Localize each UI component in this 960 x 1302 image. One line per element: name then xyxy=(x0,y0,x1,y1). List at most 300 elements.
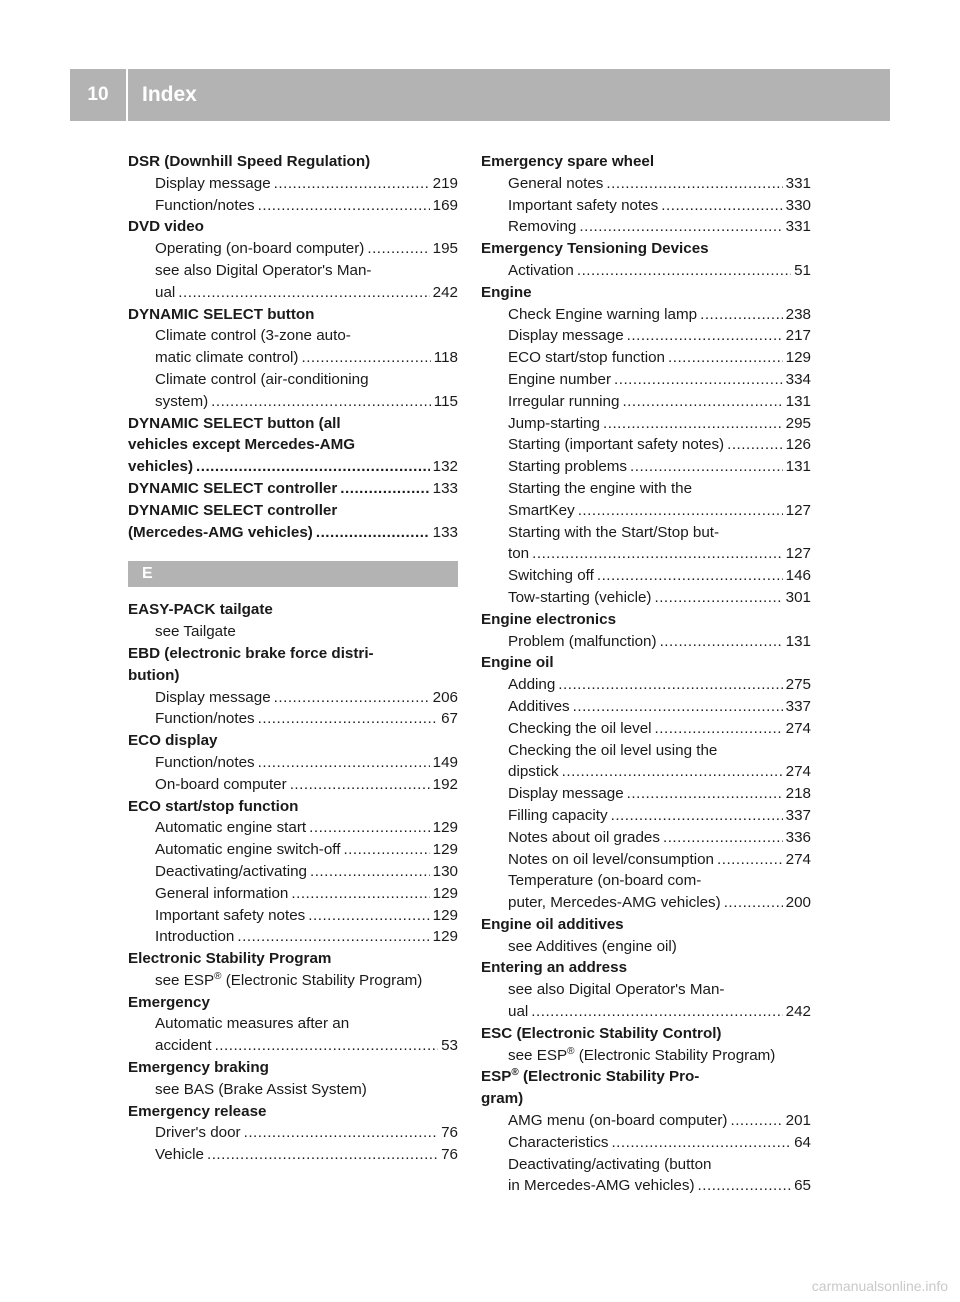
page-reference[interactable]: 331 xyxy=(785,174,811,192)
entry-text xyxy=(155,926,234,948)
index-entry-heading xyxy=(128,216,458,238)
dot-leader xyxy=(578,500,783,522)
entry-text xyxy=(508,1175,695,1197)
page-reference[interactable]: 206 xyxy=(432,688,458,706)
entry-label: Display message xyxy=(508,785,624,803)
entry-text xyxy=(155,1122,241,1144)
dot-leader xyxy=(258,708,438,730)
entry-label: system) xyxy=(155,392,209,410)
page-header xyxy=(70,69,890,121)
entry-text xyxy=(481,153,654,170)
dot-leader xyxy=(258,752,430,774)
index-subentry xyxy=(128,1122,458,1144)
dot-leader xyxy=(730,1110,782,1132)
index-subentry xyxy=(128,970,458,992)
entry-text xyxy=(481,1090,523,1107)
page-reference[interactable]: 127 xyxy=(785,545,811,563)
page-reference[interactable]: 200 xyxy=(785,894,811,912)
dot-leader xyxy=(668,347,783,369)
page-reference[interactable]: 274 xyxy=(785,763,811,781)
dot-leader xyxy=(367,238,429,260)
page-reference[interactable]: 129 xyxy=(785,349,811,367)
header-divider xyxy=(126,69,128,121)
registered-mark: ® xyxy=(511,1067,519,1079)
dot-leader xyxy=(178,282,429,304)
index-subentry xyxy=(481,216,811,238)
entry-text xyxy=(128,502,337,519)
entry-text xyxy=(481,916,624,933)
entry-text xyxy=(508,742,717,759)
index-subentry xyxy=(481,1154,811,1176)
dot-leader xyxy=(343,839,429,861)
entry-text xyxy=(508,1047,775,1064)
entry-label: Check Engine warning lamp xyxy=(508,305,698,323)
dot-leader xyxy=(661,195,782,217)
page-reference[interactable]: 130 xyxy=(432,862,458,880)
entry-text xyxy=(481,1025,722,1042)
dot-leader xyxy=(531,1001,782,1023)
entry-text xyxy=(155,262,371,279)
page-reference[interactable]: 146 xyxy=(785,567,811,585)
entry-label: On-board computer xyxy=(155,775,287,793)
entry-text xyxy=(481,654,554,671)
page-reference[interactable]: 330 xyxy=(785,196,811,214)
dot-leader xyxy=(558,674,782,696)
entry-text xyxy=(128,306,314,323)
page-reference[interactable]: 131 xyxy=(785,392,811,410)
dot-leader xyxy=(655,718,783,740)
dot-leader xyxy=(310,861,430,883)
dot-leader xyxy=(215,1035,439,1057)
entry-text xyxy=(128,478,337,500)
index-entry-heading xyxy=(481,652,811,674)
dot-leader xyxy=(196,456,430,478)
entry-text xyxy=(128,153,370,170)
dot-leader xyxy=(597,565,783,587)
entry-label: DYNAMIC SELECT button xyxy=(128,305,315,323)
entry-text xyxy=(128,456,193,478)
page-reference[interactable]: 53 xyxy=(441,1037,458,1055)
dot-leader xyxy=(630,456,783,478)
page-reference[interactable]: 337 xyxy=(785,697,811,715)
dot-leader xyxy=(724,892,783,914)
entry-text xyxy=(508,1156,711,1173)
index-subentry xyxy=(481,500,811,522)
entry-text xyxy=(508,173,603,195)
page-reference[interactable]: 274 xyxy=(785,850,811,868)
entry-label: Starting the engine with the xyxy=(508,479,693,497)
entry-label: matic climate control) xyxy=(155,349,299,367)
entry-label: see BAS (Brake Assist System) xyxy=(155,1080,367,1098)
registered-mark: ® xyxy=(567,1045,575,1057)
index-column-left xyxy=(128,151,458,1166)
index-subentry xyxy=(128,839,458,861)
index-entry-heading xyxy=(481,1088,811,1110)
page-reference[interactable]: 149 xyxy=(432,753,458,771)
dot-leader xyxy=(207,1144,438,1166)
dot-leader xyxy=(611,805,783,827)
entry-label: Introduction xyxy=(155,928,235,946)
entry-label: Emergency spare wheel xyxy=(481,153,655,170)
entry-text xyxy=(508,805,608,827)
index-entry-heading xyxy=(128,434,458,456)
entry-label: Engine xyxy=(481,283,532,301)
index-subentry xyxy=(128,238,458,260)
page-reference[interactable]: 218 xyxy=(785,785,811,803)
page-reference[interactable]: 118 xyxy=(433,349,458,367)
index-entry-heading xyxy=(481,151,811,173)
entry-label: Engine oil additives xyxy=(481,915,624,933)
entry-text xyxy=(508,260,574,282)
entry-text xyxy=(128,436,355,453)
entry-label: Display message xyxy=(155,688,271,706)
entry-label: Switching off xyxy=(508,567,594,585)
entry-text xyxy=(508,783,624,805)
dot-leader xyxy=(603,413,783,435)
dot-leader xyxy=(698,1175,792,1197)
entry-label: Entering an address xyxy=(481,959,628,977)
index-entry-heading xyxy=(128,796,458,818)
index-subentry xyxy=(128,391,458,413)
page-reference[interactable]: 131 xyxy=(785,458,811,476)
page-reference[interactable]: 337 xyxy=(785,806,811,824)
index-entry-heading xyxy=(481,609,811,631)
entry-label: ual xyxy=(508,1003,529,1021)
index-subentry xyxy=(481,587,811,609)
entry-label: Automatic measures after an xyxy=(155,1015,350,1033)
page-reference[interactable]: 76 xyxy=(441,1146,458,1164)
dot-leader xyxy=(258,195,430,217)
entry-label: puter, Mercedes-AMG vehicles) xyxy=(508,894,721,912)
entry-label: Emergency braking xyxy=(128,1059,269,1077)
page-reference[interactable]: 133 xyxy=(432,523,458,541)
entry-text xyxy=(155,1015,349,1032)
registered-mark: ® xyxy=(214,970,222,982)
page-reference[interactable]: 129 xyxy=(432,884,458,902)
entry-label: Function/notes xyxy=(155,710,255,728)
entry-label: Important safety notes xyxy=(508,196,659,214)
index-entry-heading xyxy=(128,992,458,1014)
page-reference[interactable]: 131 xyxy=(785,632,811,650)
entry-text xyxy=(155,391,208,413)
entry-label: see also Digital Operator's Man- xyxy=(508,981,725,999)
entry-label: see ESP xyxy=(508,1046,568,1064)
entry-text xyxy=(508,500,575,522)
entry-text xyxy=(155,817,306,839)
index-subentry xyxy=(128,195,458,217)
dot-leader xyxy=(606,173,782,195)
index-subentry xyxy=(481,1110,811,1132)
entry-text xyxy=(128,522,313,544)
entry-label: General information xyxy=(155,884,289,902)
entry-label: Function/notes xyxy=(155,753,255,771)
dot-leader xyxy=(663,827,783,849)
page-reference[interactable]: 331 xyxy=(785,218,811,236)
page-reference[interactable]: 195 xyxy=(432,240,458,258)
entry-text xyxy=(508,938,677,955)
page-reference[interactable]: 129 xyxy=(432,819,458,837)
page-reference[interactable]: 126 xyxy=(785,436,811,454)
dot-leader xyxy=(717,849,783,871)
entry-text xyxy=(155,1144,204,1166)
page-reference[interactable]: 219 xyxy=(432,174,458,192)
entry-label: Driver's door xyxy=(155,1124,241,1142)
index-subentry xyxy=(481,1045,811,1067)
page-reference[interactable]: 133 xyxy=(432,479,458,497)
index-entry-heading xyxy=(481,957,811,979)
index-subentry xyxy=(481,195,811,217)
index-entry-heading xyxy=(128,730,458,752)
index-subentry xyxy=(128,708,458,730)
index-entry-heading xyxy=(128,304,458,326)
entry-text xyxy=(128,218,204,235)
dot-leader xyxy=(291,883,429,905)
index-subentry xyxy=(481,696,811,718)
entry-label: DYNAMIC SELECT controller xyxy=(128,479,338,497)
entry-text xyxy=(508,195,658,217)
entry-text xyxy=(155,195,255,217)
index-subentry xyxy=(481,434,811,456)
dot-leader xyxy=(301,347,430,369)
entry-label: Emergency Tensioning Devices xyxy=(481,240,709,258)
entry-label: DYNAMIC SELECT button (all xyxy=(128,414,341,432)
dot-leader xyxy=(627,325,783,347)
dot-leader xyxy=(308,905,429,927)
entry-text xyxy=(508,565,594,587)
entry-text xyxy=(508,456,627,478)
page-reference[interactable]: 301 xyxy=(785,588,811,606)
entry-label: Checking the oil level using the xyxy=(508,741,718,759)
page-reference[interactable]: 129 xyxy=(432,841,458,859)
entry-text xyxy=(508,827,660,849)
entry-label: Operating (on-board computer) xyxy=(155,240,365,258)
page-reference[interactable]: 238 xyxy=(785,305,811,323)
index-subentry xyxy=(128,817,458,839)
entry-label: DYNAMIC SELECT controller xyxy=(128,501,338,519)
page-reference[interactable]: 169 xyxy=(432,196,458,214)
entry-label: Emergency xyxy=(128,993,210,1011)
entry-text xyxy=(128,732,217,749)
entry-text xyxy=(508,304,697,326)
entry-text xyxy=(508,849,714,871)
index-entry-heading xyxy=(128,599,458,621)
entry-label: ECO start/stop function xyxy=(128,797,299,815)
dot-leader xyxy=(532,543,783,565)
index-subentry xyxy=(481,740,811,762)
entry-label: bution) xyxy=(128,666,180,684)
dot-leader xyxy=(627,783,783,805)
index-entry-heading xyxy=(481,238,811,260)
entry-text xyxy=(481,240,709,257)
entry-label: Function/notes xyxy=(155,196,255,214)
dot-leader xyxy=(274,687,430,709)
entry-label: Jump-starting xyxy=(508,414,601,432)
entry-label: Tow-starting (vehicle) xyxy=(508,588,652,606)
page-reference[interactable]: 217 xyxy=(785,327,811,345)
entry-label: Deactivating/activating xyxy=(155,862,307,880)
entry-text xyxy=(155,861,307,883)
entry-label: vehicles) xyxy=(128,458,194,476)
entry-text xyxy=(128,994,210,1011)
page-reference[interactable]: 242 xyxy=(432,283,458,301)
entry-label: Automatic engine switch-off xyxy=(155,841,341,859)
entry-label: Automatic engine start xyxy=(155,819,307,837)
entry-text xyxy=(508,543,529,565)
entry-text xyxy=(508,1110,727,1132)
entry-label: Problem (malfunction) xyxy=(508,632,657,650)
dot-leader xyxy=(316,522,430,544)
page-reference[interactable]: 192 xyxy=(432,775,458,793)
page-reference[interactable]: 295 xyxy=(785,414,811,432)
entry-label: Characteristics xyxy=(508,1133,609,1151)
dot-leader xyxy=(237,926,429,948)
page-reference[interactable]: 201 xyxy=(785,1112,811,1130)
entry-label-continued: (Electronic Stability Program) xyxy=(574,1046,776,1064)
entry-text xyxy=(508,325,624,347)
entry-text xyxy=(155,1035,212,1057)
index-subentry xyxy=(481,173,811,195)
page-reference[interactable]: 129 xyxy=(432,928,458,946)
index-subentry xyxy=(481,325,811,347)
page-reference[interactable]: 336 xyxy=(785,828,811,846)
entry-text xyxy=(508,1001,528,1023)
entry-text xyxy=(508,872,701,889)
entry-text xyxy=(155,623,236,640)
entry-text xyxy=(155,752,255,774)
entry-text xyxy=(508,892,721,914)
entry-label: Electronic Stability Program xyxy=(128,950,332,968)
entry-label: Notes on oil level/consumption xyxy=(508,850,714,868)
entry-label: Engine electronics xyxy=(481,610,617,628)
page-reference[interactable]: 334 xyxy=(785,370,811,388)
page-reference[interactable]: 67 xyxy=(441,710,458,728)
page-reference[interactable]: 76 xyxy=(441,1124,458,1142)
index-entry-heading xyxy=(128,456,458,478)
page-reference[interactable]: 127 xyxy=(785,501,811,519)
page-reference[interactable]: 64 xyxy=(794,1133,811,1151)
dot-leader xyxy=(573,696,783,718)
index-subentry xyxy=(481,1175,811,1197)
entry-text xyxy=(128,950,331,967)
dot-leader xyxy=(700,304,783,326)
entry-label: General notes xyxy=(508,174,604,192)
index-subentry xyxy=(128,173,458,195)
entry-label: Engine number xyxy=(508,370,612,388)
index-entry-heading xyxy=(128,1057,458,1079)
index-entry-heading xyxy=(128,643,458,665)
entry-label: see also Digital Operator's Man- xyxy=(155,261,372,279)
entry-label: gram) xyxy=(481,1090,524,1108)
entry-label: ual xyxy=(155,283,176,301)
page-reference[interactable]: 132 xyxy=(432,458,458,476)
entry-label: DVD video xyxy=(128,218,204,236)
entry-label: Deactivating/activating (button xyxy=(508,1155,712,1173)
entry-label: Climate control (3-zone auto- xyxy=(155,327,351,345)
entry-text xyxy=(155,687,271,709)
dot-leader xyxy=(660,631,783,653)
page-reference[interactable]: 51 xyxy=(794,261,811,279)
entry-label: DSR (Downhill Speed Regulation) xyxy=(128,153,371,170)
index-entry-heading xyxy=(128,151,458,173)
entry-text xyxy=(155,839,340,861)
entry-text xyxy=(155,905,305,927)
index-subentry xyxy=(481,456,811,478)
entry-label: ton xyxy=(508,545,530,563)
page-number: 10 xyxy=(87,84,109,105)
entry-label: Adding xyxy=(508,676,556,694)
index-subentry xyxy=(128,883,458,905)
dot-leader xyxy=(611,1132,791,1154)
index-subentry xyxy=(481,543,811,565)
dot-leader xyxy=(244,1122,438,1144)
entry-label: see ESP xyxy=(155,971,215,989)
entry-text xyxy=(508,216,576,238)
entry-text xyxy=(508,347,665,369)
entry-label: Checking the oil level xyxy=(508,719,652,737)
page-reference[interactable]: 129 xyxy=(432,906,458,924)
entry-label: ECO display xyxy=(128,732,218,750)
page-reference[interactable]: 242 xyxy=(785,1003,811,1021)
entry-label: see Tailgate xyxy=(155,623,236,641)
index-subentry xyxy=(128,687,458,709)
entry-label: Filling capacity xyxy=(508,806,608,824)
dot-leader xyxy=(577,260,791,282)
index-subentry xyxy=(128,1144,458,1166)
index-subentry xyxy=(128,325,458,347)
entry-text xyxy=(155,238,364,260)
index-subentry xyxy=(128,347,458,369)
entry-text xyxy=(155,774,287,796)
entry-text xyxy=(155,327,351,344)
index-subentry xyxy=(128,861,458,883)
entry-text xyxy=(508,1132,608,1154)
entry-text xyxy=(128,415,341,432)
entry-label: Starting (important safety notes) xyxy=(508,436,725,454)
entry-text xyxy=(481,284,532,301)
dot-leader xyxy=(340,478,429,500)
entry-text xyxy=(155,708,255,730)
entry-label: Irregular running xyxy=(508,392,620,410)
index-subentry xyxy=(481,892,811,914)
page-reference[interactable]: 275 xyxy=(785,676,811,694)
entry-text xyxy=(508,587,651,609)
entry-text xyxy=(508,696,570,718)
entry-label-continued: (Electronic Stability Program) xyxy=(221,971,423,989)
page-reference[interactable]: 274 xyxy=(785,719,811,737)
index-subentry xyxy=(481,805,811,827)
entry-text xyxy=(481,1068,699,1085)
index-subentry xyxy=(481,304,811,326)
page-reference[interactable]: 115 xyxy=(433,392,458,410)
index-entry-heading xyxy=(128,500,458,522)
entry-text xyxy=(155,173,271,195)
index-entry-heading xyxy=(481,914,811,936)
index-subentry xyxy=(128,1013,458,1035)
entry-text xyxy=(481,959,627,976)
entry-text xyxy=(508,369,611,391)
dot-leader xyxy=(727,434,783,456)
entry-label: Vehicle xyxy=(155,1146,204,1164)
entry-label: Starting with the Start/Stop but- xyxy=(508,523,720,541)
entry-text xyxy=(508,413,600,435)
page-reference[interactable]: 65 xyxy=(794,1177,811,1195)
index-subentry xyxy=(481,936,811,958)
dot-leader xyxy=(562,761,783,783)
entry-text xyxy=(155,371,369,388)
entry-text xyxy=(155,1081,367,1098)
index-subentry xyxy=(481,718,811,740)
index-subentry xyxy=(481,761,811,783)
